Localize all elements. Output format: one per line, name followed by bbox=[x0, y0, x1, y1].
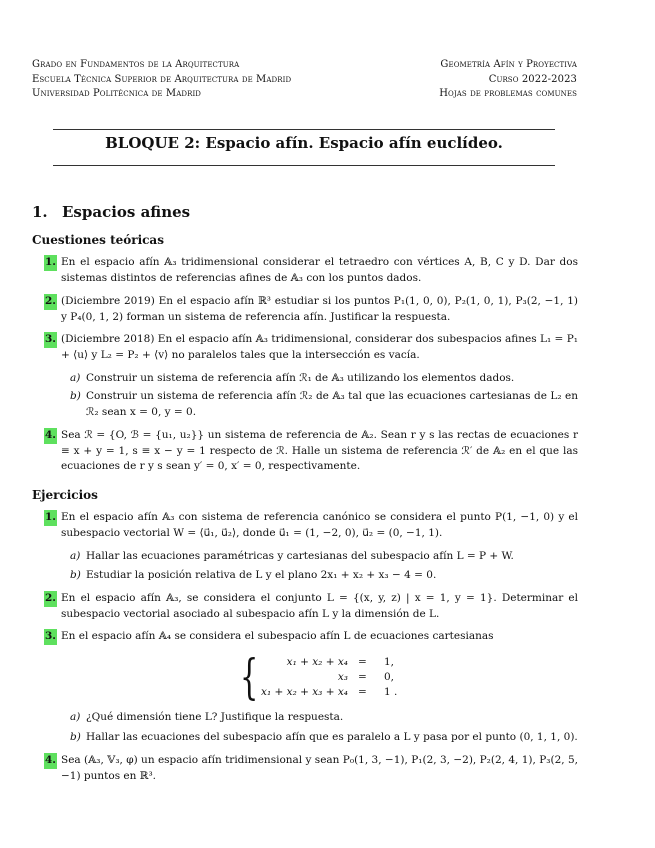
equation-row-1 bbox=[254, 656, 424, 671]
item-text: En el espacio afín 𝔸₄ se considera el subespacio afín L de ecuaciones cartesianas bbox=[61, 630, 494, 642]
item-text: Sea (𝔸₃, 𝕍₃, φ) un espacio afín tridimensional y sean P₀(1, 3, −1), P₁(2, 3, −2), P₂(2, 4, 1), P₃(2, 5, −1) puntos en ℝ³. bbox=[61, 754, 578, 782]
exercise-item-3 bbox=[44, 629, 578, 645]
sub-text: Construir un sistema de referencia afín ℛ₁ de 𝔸₃ utilizando los elementos dados. bbox=[86, 372, 515, 384]
item-number-highlight: 3. bbox=[44, 332, 57, 348]
item-text: En el espacio afín 𝔸₃ con sistema de referencia canónico se considera el punto P(1, −1, 0) y el subespacio vectorial W = ⟨u⃗₁, u⃗₂⟩, donde u⃗₁ = (1, −2, 0), u⃗₂ = (0, −1, 1). bbox=[61, 511, 578, 539]
equation-row-3 bbox=[254, 686, 424, 701]
title-rule-bottom bbox=[53, 165, 555, 166]
item-number-highlight: 4. bbox=[44, 428, 57, 444]
item-text: (Diciembre 2019) En el espacio afín ℝ³ estudiar si los puntos P₁(1, 0, 0), P₂(1, 0, 1), P₃(2, −1, 1) y P₄(0, 1, 2) forman un sistema de referencia afín. Justificar la respuesta. bbox=[61, 295, 578, 323]
item-text: Sea ℛ = {O, ℬ = {u₁, u₂}} un sistema de referencia de 𝔸₂. Sean r y s las rectas de ecuaciones r ≡ x + y = 1, s ≡ x − y = 1 respecto de ℛ. Halle un sistema de referencia ℛ′ de 𝔸₂ en el que las ecuaciones de r y s sean y′ = 0, x′ = 0, respectivamente. bbox=[61, 429, 578, 472]
item-text: En el espacio afín 𝔸₃, se considera el conjunto L = {(x, y, z) | x = 1, y = 1}. Determinar el subespacio vectorial asociado al subespacio afín L y la dimensión de L. bbox=[61, 592, 578, 620]
sub-text: Hallar las ecuaciones del subespacio afín que es paralelo a L y pasa por el punto (0, 1, 1, 0). bbox=[86, 731, 578, 743]
exercise-item-2 bbox=[44, 591, 578, 622]
theory-item-3 bbox=[44, 332, 578, 363]
exercise-item-1-a bbox=[70, 549, 578, 565]
item-number-highlight: 2. bbox=[44, 294, 57, 310]
equation-rhs: 1 . bbox=[384, 686, 398, 698]
item-text: (Diciembre 2018) En el espacio afín 𝔸₃ tridimensional, considerar dos subespacios afines L₁ = P₁ + ⟨u⟩ y L₂ = P₂ + ⟨v⟩ no paralelos tales que la intersección es vacía. bbox=[61, 333, 578, 361]
sub-label: b) bbox=[70, 569, 81, 581]
item-number-highlight: 4. bbox=[44, 753, 57, 769]
item-text: En el espacio afín 𝔸₃ tridimensional considerar el tetraedro con vértices A, B, C y D. Dar dos sistemas distintos de referencias afines de 𝔸₃ con los puntos dados. bbox=[61, 256, 578, 284]
equation-lhs: x₁ + x₂ + x₄ bbox=[286, 656, 348, 668]
section-heading bbox=[32, 203, 190, 221]
sub-label: a) bbox=[70, 372, 81, 384]
theory-item-1 bbox=[44, 255, 578, 286]
header-course-name: Geometría Afín y Proyectiva bbox=[440, 59, 577, 70]
equation-rhs: 1, bbox=[384, 656, 395, 668]
header-left bbox=[32, 58, 291, 102]
equation-lhs: x₃ bbox=[337, 671, 348, 683]
equation-op: = bbox=[358, 686, 367, 698]
sub-label: b) bbox=[70, 731, 81, 743]
sub-text: Hallar las ecuaciones paramétricas y cartesianas del subespacio afín L = P + W. bbox=[86, 550, 514, 562]
sub-text: Construir un sistema de referencia afín ℛ₂ de 𝔸₃ tal que las ecuaciones cartesianas de L₂ en ℛ₂ sean x = 0, y = 0. bbox=[86, 390, 578, 418]
equation-lhs: x₁ + x₂ + x₃ + x₄ bbox=[261, 686, 348, 698]
header-right bbox=[439, 58, 577, 102]
block-title: BLOQUE 2: Espacio afín. Espacio afín euclídeo. bbox=[105, 134, 503, 152]
theory-item-3-a bbox=[70, 371, 578, 387]
header-year: Curso 2022-2023 bbox=[488, 73, 577, 85]
exercise-item-1 bbox=[44, 510, 578, 541]
header-degree: Grado en Fundamentos de la Arquitectura bbox=[32, 59, 240, 70]
equation-rhs: 0, bbox=[384, 671, 395, 683]
section-title: Espacios afines bbox=[62, 203, 191, 221]
header-university: Universidad Politécnica de Madrid bbox=[32, 88, 202, 99]
equation-row-2 bbox=[254, 671, 424, 686]
exercise-item-1-b bbox=[70, 568, 578, 584]
sub-text: Estudiar la posición relativa de L y el plano 2x₁ + x₂ + x₃ − 4 = 0. bbox=[86, 569, 437, 581]
sub-label: a) bbox=[70, 550, 81, 562]
sub-text: ¿Qué dimensión tiene L? Justifique la respuesta. bbox=[86, 711, 344, 723]
equation-op: = bbox=[358, 656, 367, 668]
theory-item-4 bbox=[44, 428, 578, 475]
exercise-item-3-b bbox=[70, 730, 578, 746]
item-number-highlight: 1. bbox=[44, 255, 57, 271]
item-number-highlight: 1. bbox=[44, 510, 57, 526]
equation-system bbox=[240, 649, 420, 705]
equation-op: = bbox=[358, 671, 367, 683]
item-number-highlight: 2. bbox=[44, 591, 57, 607]
left-brace: { bbox=[240, 649, 259, 705]
theory-item-3-b bbox=[70, 389, 578, 420]
item-number-highlight: 3. bbox=[44, 629, 57, 645]
sub-label: a) bbox=[70, 711, 81, 723]
header-sheet-type: Hojas de problemas comunes bbox=[439, 88, 577, 99]
title-rule-top bbox=[53, 129, 555, 130]
exercise-item-4 bbox=[44, 753, 578, 784]
theory-item-2 bbox=[44, 294, 578, 325]
exercises-heading: Ejercicios bbox=[32, 488, 98, 502]
sub-label: b) bbox=[70, 390, 81, 402]
header-school: Escuela Técnica Superior de Arquitectura de Madrid bbox=[32, 73, 292, 85]
theory-heading: Cuestiones teóricas bbox=[32, 233, 164, 247]
section-number: 1. bbox=[32, 203, 48, 221]
exercise-item-3-a bbox=[70, 710, 578, 726]
